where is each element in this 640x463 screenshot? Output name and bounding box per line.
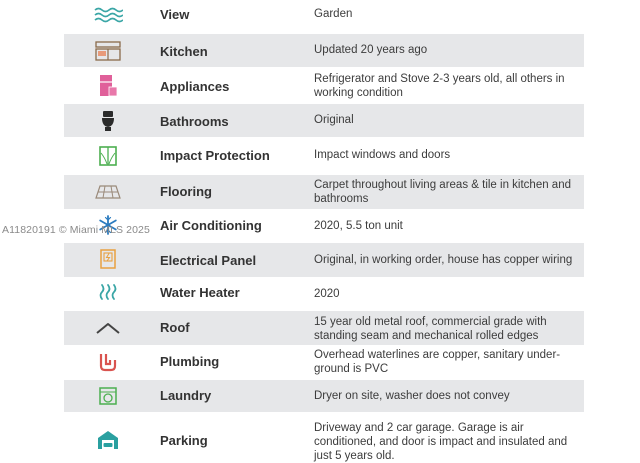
window-icon xyxy=(92,144,124,168)
row-label: Laundry xyxy=(160,388,212,403)
table-row-parking xyxy=(64,414,584,460)
row-label: Water Heater xyxy=(160,285,240,300)
electrical-panel-icon xyxy=(92,248,124,270)
row-label: Impact Protection xyxy=(160,148,270,163)
table-row-laundry xyxy=(64,380,584,412)
table-row-electrical-panel xyxy=(64,243,584,277)
row-value: Refrigerator and Stove 2-3 years old, all others in working condition xyxy=(314,73,565,99)
row-value: Garden xyxy=(314,8,353,20)
appliances-icon xyxy=(92,73,124,99)
row-label: Electrical Panel xyxy=(160,253,257,268)
heat-waves-icon xyxy=(92,282,124,302)
table-row-kitchen xyxy=(64,34,584,67)
table-row-flooring xyxy=(64,175,584,209)
row-value: Impact windows and doors xyxy=(314,149,451,161)
garage-icon xyxy=(92,428,124,452)
row-label: Appliances xyxy=(160,79,230,94)
row-value: Original xyxy=(314,114,354,126)
kitchen-cabinet-icon xyxy=(92,40,124,62)
row-label: Plumbing xyxy=(160,354,220,369)
row-value: 2020, 5.5 ton unit xyxy=(314,220,403,232)
table-row-plumbing xyxy=(64,346,584,378)
row-label: Bathrooms xyxy=(160,114,229,129)
water-waves-icon xyxy=(92,4,124,24)
row-value: Carpet throughout living areas & tile in kitchen and bathrooms xyxy=(314,179,571,205)
row-value: 15 year old metal roof, commercial grade with standing seam and mechanical rolled edges xyxy=(314,316,547,342)
washer-icon xyxy=(92,385,124,407)
row-value: Original, in working order, house has copper wiring xyxy=(314,254,573,266)
table-row-water-heater xyxy=(64,278,584,308)
pipe-icon xyxy=(92,351,124,373)
toilet-icon xyxy=(92,109,124,133)
row-label: Flooring xyxy=(160,184,212,199)
roof-icon xyxy=(92,319,124,337)
row-value: Overhead waterlines are copper, sanitary under-ground is PVC xyxy=(314,349,561,375)
row-value: Driveway and 2 car garage. Garage is air conditioned, and door is impact and insulated and just 5 years old. xyxy=(314,422,568,462)
table-row-roof xyxy=(64,311,584,345)
mls-watermark: A11820191 © Miami MLS 2025 xyxy=(2,224,150,236)
row-label: View xyxy=(160,7,190,22)
table-row-impact-protection xyxy=(64,139,584,173)
table-row-view xyxy=(64,0,584,30)
row-value: Dryer on site, washer does not convey xyxy=(314,390,510,402)
table-row-appliances xyxy=(64,68,584,102)
table-row-bathrooms xyxy=(64,104,584,137)
row-label: Roof xyxy=(160,320,190,335)
row-label: Kitchen xyxy=(160,44,208,59)
row-value: 2020 xyxy=(314,288,340,300)
floor-tile-icon xyxy=(92,182,124,202)
row-value: Updated 20 years ago xyxy=(314,44,428,56)
row-label: Air Conditioning xyxy=(160,218,262,233)
row-label: Parking xyxy=(160,433,208,448)
